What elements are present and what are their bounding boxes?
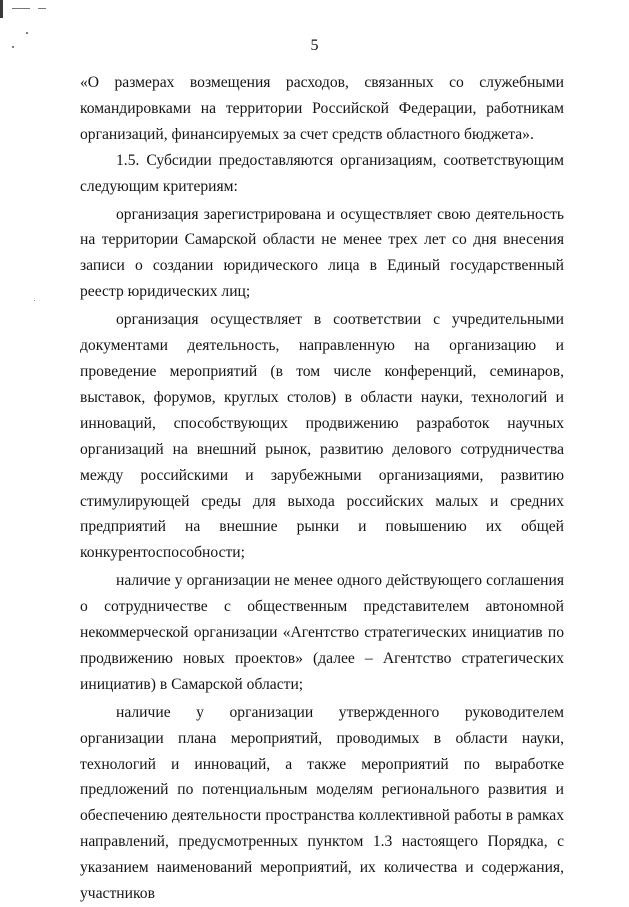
paragraph-criterion-agreement: наличие у организации не менее одного действующего соглашения о сотрудничестве с общественным представителем автономной некоммерческой организации «Агентство стратегических инициатив по продвижению новых проектов» (далее – Агентство стратегических инициатив) в Самарской области; xyxy=(80,572,564,693)
scan-mark-top-line-2 xyxy=(38,8,46,9)
paragraph-criterion-plan: наличие у организации утвержденного руководителем организации плана мероприятий, проводимых в области науки, технологий и инноваций, а также мероприятий по выработке предложений по потенциальным моделям регионального развития и обеспечению деятельности пространства коллективной работы в рамках направлений, предусмотренных пунктом 1.3 настоящего Порядка, с указанием наименований мероприятий, их количества и содержания, участников xyxy=(80,703,564,903)
page-number: 5 xyxy=(310,37,319,54)
scan-dot-1 xyxy=(26,32,28,34)
paragraph-section-1-5: 1.5. Субсидии предоставляются организациям, соответствующим следующим критериям: xyxy=(80,151,564,195)
scan-mark-top-left xyxy=(0,0,3,18)
paragraph-criterion-activity: организация осуществляет в соответствии с учредительными документами деятельность, направленную на организацию и проведение мероприятий (в том числе конференций, семинаров, выставок, форумов, круглых столов) в области науки, технологий и инноваций, способствующих продвижению разработок научных организаций на внешний рынок, развитию делового сотрудничества между российскими и зарубежными организациями, развитию стимулирующей среды для выхода российских малых и средних предприятий на внешние рынки и повышению их общей конкурентоспособности; xyxy=(80,311,564,562)
scan-mark-top-line xyxy=(12,8,30,9)
document-body xyxy=(80,70,564,907)
paragraph-decree-title: «О размерах возмещения расходов, связанных со служебными командировками на территории Российской Федерации, работникам организаций, финансируемых за счет средств областного бюджета». xyxy=(80,74,564,143)
paragraph-criterion-registration: организация зарегистрирована и осуществляет свою деятельность на территории Самарской области не менее трех лет со дня внесения записи о создании юридического лица в Единый государственный реестр юридических лиц; xyxy=(80,205,564,301)
scan-dot-3 xyxy=(34,300,35,301)
